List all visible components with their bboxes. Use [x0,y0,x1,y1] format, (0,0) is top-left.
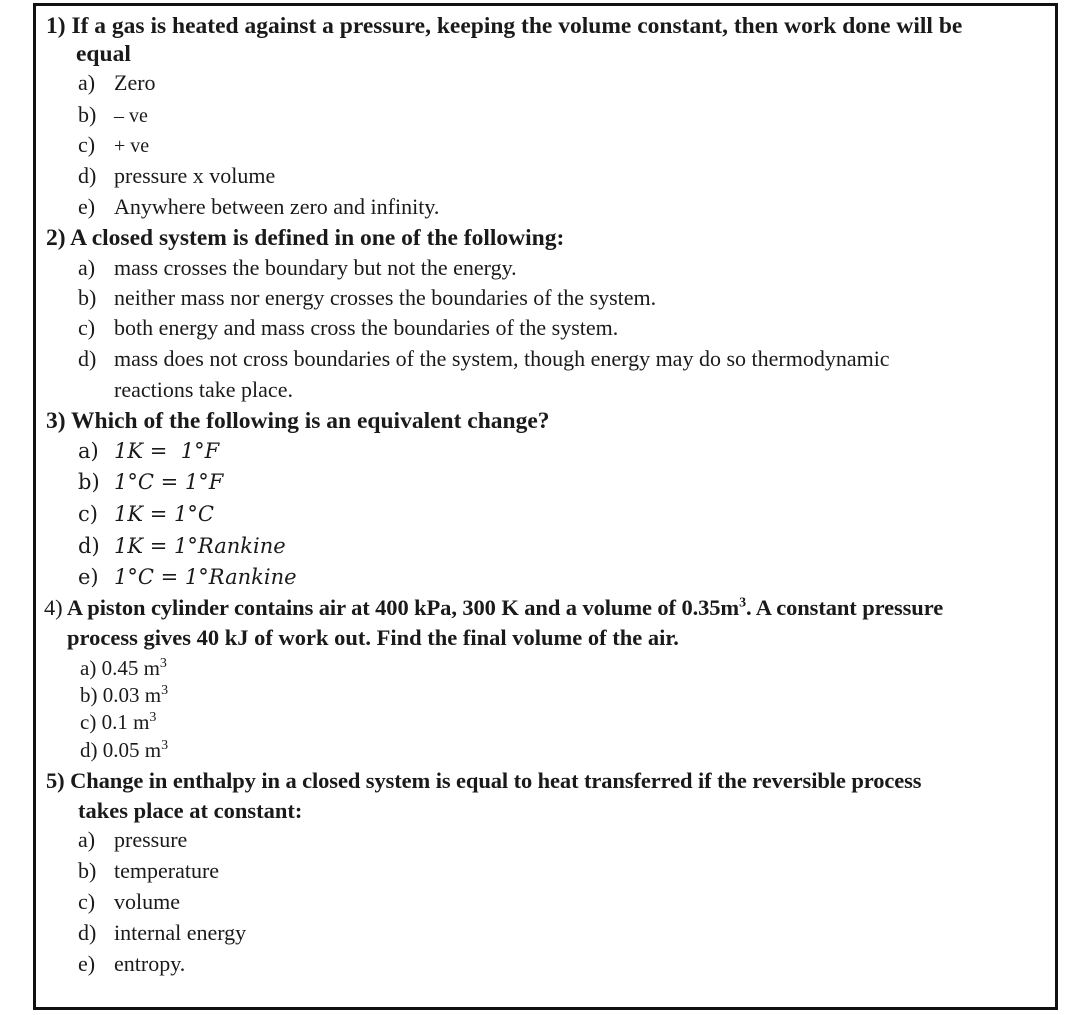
question-1-option-e: e) Anywhere between zero and infinity. [78,194,440,219]
question-5-line-2: takes place at constant: [78,798,303,823]
question-4-option-c: c) 0.1 $m^3$ [80,710,157,734]
question-1-option-c: c) + ve [78,132,150,157]
question-5-option-e: e) entropy. [78,951,186,976]
question-3-option-d: d) 1K = 1°Rankine [78,534,286,558]
question-3-line-1 [46,407,550,435]
question-5-option-a: a) pressure [78,827,188,852]
question-2-line-1 [46,224,564,252]
question-2-option-c: c) both energy and mass cross the boundaries of the system. [78,315,619,340]
question-4-line-1: 4) A piston cylinder contains air at 400 kPa, 300 K and a volume of $0.35m^3$. A constant pressure [44,595,944,620]
question-4-option-d: d) 0.05 $m^3$ [80,738,169,762]
question-1-option-a: a) Zero [78,70,156,95]
question-2-number: 2) [46,225,66,251]
question-1-option-d: d) pressure x volume [78,163,276,188]
question-3-number: 3) [46,408,66,434]
question-4-option-a: a) 0.45 $m^3$ [80,656,167,680]
question-1-option-b: b) – ve [78,102,148,127]
question-2-option-d: d) mass does not cross boundaries of the system, though energy may do so thermodynamic [78,346,890,371]
question-2-option-b: b) neither mass nor energy crosses the boundaries of the system. [78,285,657,310]
question-5-number: 5) [46,768,65,793]
question-1-number: 1) [46,13,66,39]
question-3-text: Which of the following is an equivalent change? [71,408,550,434]
question-1-text: If a gas is heated against a pressure, keeping the volume constant, then work done will be [71,13,963,39]
question-3-option-a: a) 1K = 1°F [78,439,220,463]
question-2-option-a: a) mass crosses the boundary but not the energy. [78,255,517,280]
question-2-text: A closed system is defined in one of the following: [70,225,565,251]
question-5-text: Change in enthalpy in a closed system is equal to heat transferred if the reversible process [70,768,922,793]
question-4-line-2: process gives 40 kJ of work out. Find the final volume of the air. [67,625,679,650]
question-2-option-d-continuation: reactions take place. [114,377,293,402]
question-5-line-1 [46,767,921,795]
question-4-text: A piston cylinder contains air at 400 kPa, 300 K and a volume of 0.35m [66,595,740,620]
question-1-line-1 [46,12,962,40]
question-5-option-c: c) volume [78,889,180,914]
question-5-option-d: d) internal energy [78,920,247,945]
question-3-option-c: c) 1K = 1°C [78,502,214,526]
question-4-number: 4) [44,595,63,620]
question-1-line-2: equal [76,41,131,67]
question-5-option-b: b) temperature [78,858,220,883]
question-3-option-e: e) 1°C = 1°Rankine [78,565,297,589]
question-3-option-b: b) 1°C = 1°F [78,470,224,494]
question-4-option-b: b) 0.03 $m^3$ [80,683,169,707]
